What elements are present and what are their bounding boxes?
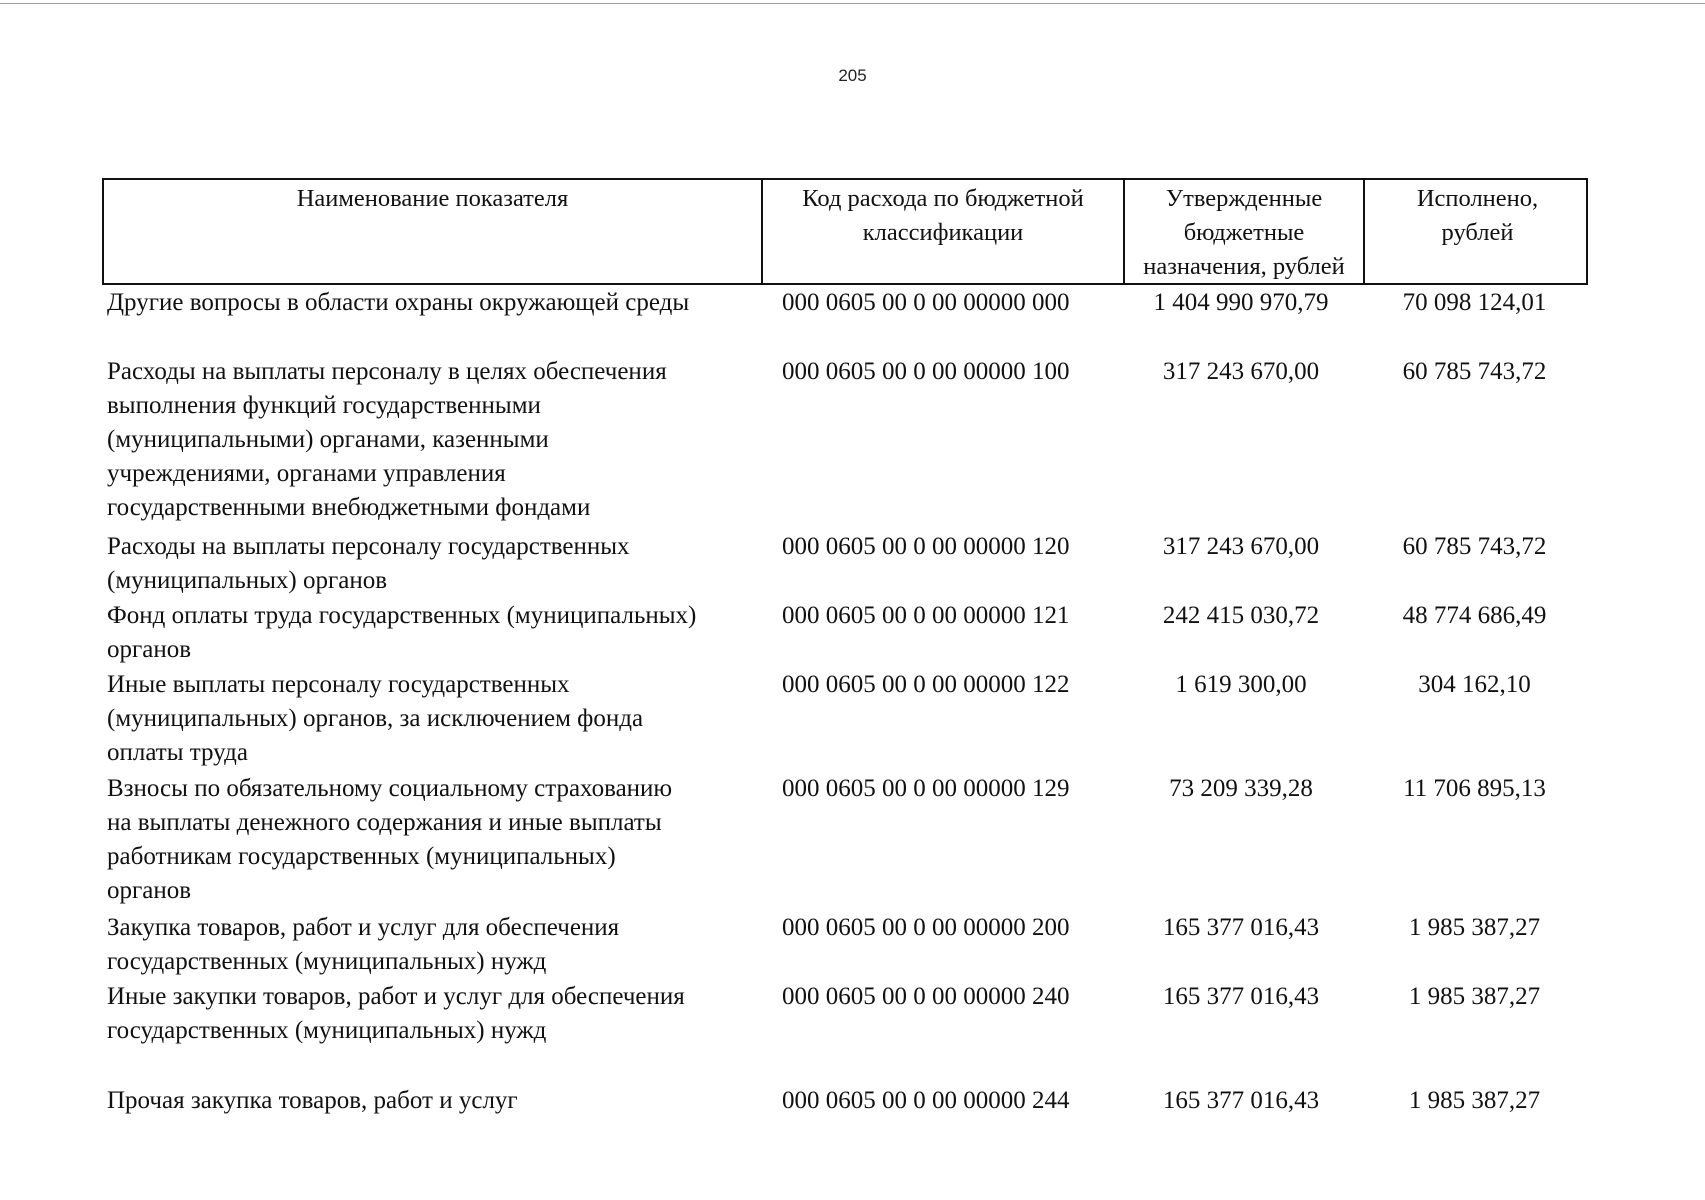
name-line: Иные выплаты персоналу государственных bbox=[107, 671, 570, 698]
row-name bbox=[102, 772, 759, 911]
name-line: Расходы на выплаты персоналу государственных bbox=[107, 533, 630, 560]
budget-table bbox=[102, 178, 1588, 1124]
row-approved: 1 404 990 970,79 bbox=[1153, 289, 1329, 316]
row-code: 000 0605 00 0 00 00000 129 bbox=[782, 775, 1070, 802]
header-executed-cell bbox=[1363, 180, 1590, 284]
name-line: (муниципальных) органов bbox=[107, 567, 388, 594]
header-line: назначения, рублей bbox=[1143, 253, 1345, 280]
row-executed: 1 985 387,27 bbox=[1408, 1087, 1541, 1114]
name-line: выполнения функций государственными bbox=[107, 392, 541, 419]
name-line: оплаты труда bbox=[107, 739, 248, 766]
row-approved: 73 209 339,28 bbox=[1169, 775, 1313, 802]
name-line: органов bbox=[107, 636, 192, 663]
name-line: государственных (муниципальных) нужд bbox=[107, 948, 547, 975]
table-row bbox=[102, 599, 1588, 668]
header-line: рублей bbox=[1441, 219, 1514, 246]
row-approved: 165 377 016,43 bbox=[1162, 914, 1320, 941]
name-line: Расходы на выплаты персоналу в целях обеспечения bbox=[107, 358, 667, 385]
table-header bbox=[102, 178, 1588, 285]
table-row bbox=[102, 286, 1588, 355]
name-line: работникам государственных (муниципальных) bbox=[107, 843, 616, 870]
table-body bbox=[102, 286, 1588, 1124]
row-code: 000 0605 00 0 00 00000 000 bbox=[782, 289, 1070, 316]
header-approved-cell bbox=[1123, 180, 1363, 284]
row-code: 000 0605 00 0 00 00000 240 bbox=[782, 983, 1070, 1010]
row-approved: 1 619 300,00 bbox=[1175, 671, 1307, 698]
table-row bbox=[102, 772, 1588, 911]
header-line: классификации bbox=[862, 219, 1024, 246]
row-executed: 304 162,10 bbox=[1418, 671, 1531, 698]
name-line: Прочая закупка товаров, работ и услуг bbox=[107, 1087, 518, 1114]
name-line: на выплаты денежного содержания и иные выплаты bbox=[107, 809, 662, 836]
row-executed: 1 985 387,27 bbox=[1408, 983, 1541, 1010]
table-row bbox=[102, 980, 1588, 1084]
header-line: Утвержденные bbox=[1165, 185, 1323, 212]
row-code: 000 0605 00 0 00 00000 100 bbox=[782, 358, 1070, 385]
header-name-cell bbox=[104, 180, 761, 284]
row-code: 000 0605 00 0 00 00000 244 bbox=[782, 1087, 1070, 1114]
row-approved: 165 377 016,43 bbox=[1162, 1087, 1320, 1114]
top-rule bbox=[0, 3, 1705, 4]
header-line: Исполнено, bbox=[1416, 185, 1539, 212]
row-executed: 60 785 743,72 bbox=[1402, 533, 1547, 560]
name-line: Закупка товаров, работ и услуг для обеспечения bbox=[107, 914, 620, 941]
row-name bbox=[102, 286, 759, 355]
row-name bbox=[102, 911, 759, 980]
row-name bbox=[102, 530, 759, 599]
row-name bbox=[102, 668, 759, 772]
row-code: 000 0605 00 0 00 00000 121 bbox=[782, 602, 1070, 629]
row-code: 000 0605 00 0 00 00000 200 bbox=[782, 914, 1070, 941]
name-line: Взносы по обязательному социальному страхованию bbox=[107, 775, 673, 802]
row-code: 000 0605 00 0 00 00000 122 bbox=[782, 671, 1070, 698]
header-line: Наименование показателя bbox=[296, 185, 569, 212]
row-approved: 317 243 670,00 bbox=[1162, 358, 1320, 385]
name-line: Иные закупки товаров, работ и услуг для обеспечения bbox=[107, 983, 685, 1010]
row-code: 000 0605 00 0 00 00000 120 bbox=[782, 533, 1070, 560]
row-executed: 70 098 124,01 bbox=[1402, 289, 1547, 316]
table-row bbox=[102, 530, 1588, 599]
table-row bbox=[102, 1084, 1588, 1124]
row-executed: 60 785 743,72 bbox=[1402, 358, 1547, 385]
row-approved: 317 243 670,00 bbox=[1162, 533, 1320, 560]
name-line: органов bbox=[107, 877, 192, 904]
row-approved: 165 377 016,43 bbox=[1162, 983, 1320, 1010]
header-code-cell bbox=[761, 180, 1123, 284]
name-line: государственных (муниципальных) нужд bbox=[107, 1017, 547, 1044]
name-line: государственными внебюджетными фондами bbox=[107, 494, 591, 521]
header-line: бюджетные bbox=[1183, 219, 1305, 246]
row-name bbox=[102, 599, 759, 668]
name-line: Фонд оплаты труда государственных (муниципальных) bbox=[107, 602, 697, 629]
row-executed: 11 706 895,13 bbox=[1403, 775, 1546, 802]
name-line: Другие вопросы в области охраны окружающей среды bbox=[107, 289, 690, 316]
table-row bbox=[102, 911, 1588, 980]
row-name bbox=[102, 980, 759, 1084]
table-row bbox=[102, 668, 1588, 772]
row-executed: 48 774 686,49 bbox=[1402, 602, 1547, 629]
name-line: (муниципальными) органами, казенными bbox=[107, 426, 549, 453]
header-line: Код расхода по бюджетной bbox=[802, 185, 1084, 212]
name-line: (муниципальных) органов, за исключением фонда bbox=[107, 705, 644, 732]
row-executed: 1 985 387,27 bbox=[1408, 914, 1541, 941]
row-approved: 242 415 030,72 bbox=[1162, 602, 1320, 629]
name-line: учреждениями, органами управления bbox=[107, 460, 506, 487]
table-row bbox=[102, 355, 1588, 530]
page-number: 205 bbox=[838, 66, 867, 85]
row-name bbox=[102, 355, 759, 530]
row-name bbox=[102, 1084, 759, 1124]
